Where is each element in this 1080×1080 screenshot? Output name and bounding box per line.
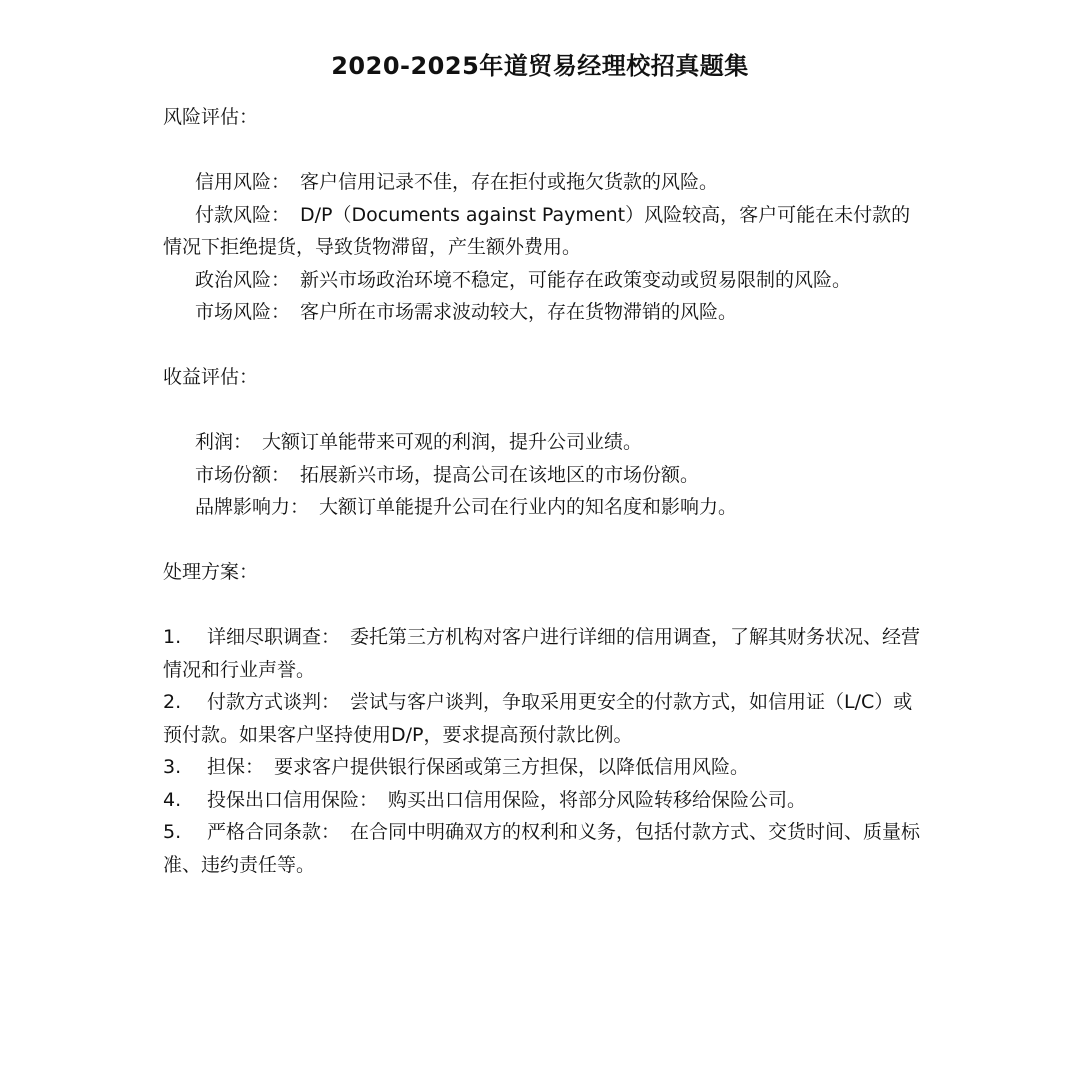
plan-item-number: 4. (163, 788, 182, 811)
plan-heading: 处理方案： (163, 561, 259, 583)
risk-item-label: 信用风险： (195, 171, 291, 193)
benefit-item-text: 拓展新兴市场，提高公司在该地区的市场份额。 (300, 463, 700, 486)
plan-item-number: 5. (163, 821, 182, 843)
plan-item-text: 购买出口信用保险，将部分风险转移给保险公司。 (388, 788, 807, 811)
risk-item (163, 166, 923, 199)
risk-item (163, 199, 923, 264)
spacer (163, 394, 923, 427)
spacer (163, 589, 923, 622)
risk-item-label: 付款风险： (195, 203, 291, 226)
plan-item-label: 严格合同条款： (207, 821, 341, 843)
risk-item-text: 新兴市场政治环境不稳定，可能存在政策变动或贸易限制的风险。 (300, 268, 852, 291)
plan-item-text: 委托第三方机构对客户进行详细的信用调查，了解其财务状况、经营情况和行业声誉。 (163, 626, 921, 681)
risk-item-label: 市场风险： (195, 301, 291, 323)
plan-item-label: 详细尽职调查： (207, 626, 341, 648)
plan-item (163, 784, 923, 817)
risk-heading: 风险评估： (163, 106, 259, 128)
benefit-item (163, 426, 923, 459)
plan-item-text: 要求客户提供银行保函或第三方担保，以降低信用风险。 (274, 756, 750, 778)
benefit-item-label: 品牌影响力： (195, 496, 310, 518)
benefit-item-label: 利润： (195, 431, 253, 453)
plan-item-number: 2. (163, 691, 182, 713)
spacer (163, 524, 923, 557)
benefit-item-label: 市场份额： (195, 463, 291, 486)
plan-item-text: 在合同中明确双方的权利和义务，包括付款方式、交货时间、质量标准、违约责任等。 (163, 821, 921, 876)
risk-item-label: 政治风险： (195, 268, 291, 291)
plan-item (163, 816, 923, 881)
risk-item (163, 264, 923, 297)
plan-item-label: 担保： (207, 756, 265, 778)
risk-item-text: 客户所在市场需求波动较大，存在货物滞销的风险。 (300, 301, 738, 323)
benefit-heading: 收益评估： (163, 366, 259, 388)
plan-item-number: 3. (163, 756, 182, 778)
plan-item (163, 751, 923, 784)
plan-item-label: 付款方式谈判： (207, 691, 341, 713)
benefit-item (163, 491, 923, 524)
benefit-item (163, 459, 923, 492)
plan-item-text: 尝试与客户谈判，争取采用更安全的付款方式，如信用证（L/C）或预付款。如果客户坚持使用D/P，要求提高预付款比例。 (163, 691, 913, 746)
plan-item-number: 1. (163, 626, 182, 648)
plan-item (163, 686, 923, 751)
plan-item-label: 投保出口信用保险： (207, 788, 379, 811)
document-title: 2020-2025年道贸易经理校招真题集 (331, 52, 749, 80)
benefit-item-text: 大额订单能带来可观的利润，提升公司业绩。 (262, 431, 643, 453)
risk-item (163, 296, 923, 329)
plan-item (163, 621, 923, 686)
document-body (163, 101, 923, 881)
risk-item-text: D/P（Documents against Payment）风险较高，客户可能在未付款的情况下拒绝提货，导致货物滞留，产生额外费用。 (163, 203, 911, 258)
spacer (163, 329, 923, 362)
spacer (163, 134, 923, 167)
risk-item-text: 客户信用记录不佳，存在拒付或拖欠货款的风险。 (300, 171, 719, 193)
benefit-item-text: 大额订单能提升公司在行业内的知名度和影响力。 (319, 496, 738, 518)
